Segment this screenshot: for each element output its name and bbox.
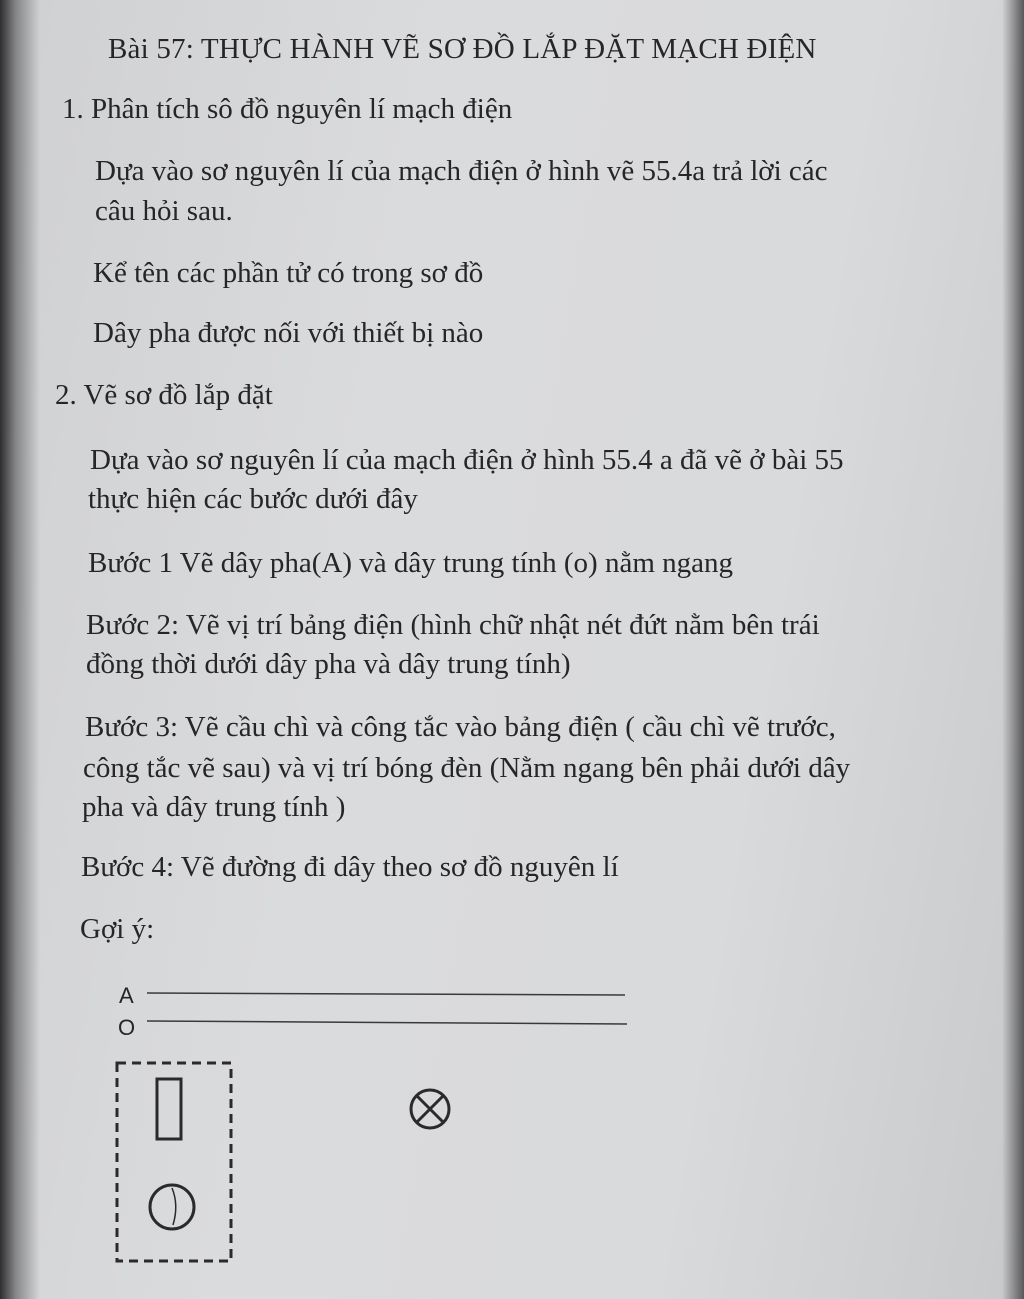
phase-label: A [119, 983, 134, 1008]
page-shadow-left [0, 0, 40, 1299]
question-1: Kể tên các phần tử có trong sơ đồ [93, 257, 484, 289]
hint-label: Gợi ý: [80, 913, 155, 945]
lamp-icon [411, 1090, 449, 1128]
step-4: Bước 4: Vẽ đường đi dây theo sơ đồ nguyên lí [81, 851, 619, 883]
section-2-paragraph-line-1: Dựa vào sơ nguyên lí của mạch điện ở hình 55.4 a đã vẽ ở bài 55 [90, 444, 844, 476]
section-1-heading: 1. Phân tích sô đồ nguyên lí mạch điện [62, 93, 513, 125]
page-title: Bài 57: THỰC HÀNH VẼ SƠ ĐỒ LẮP ĐẶT MẠCH ĐIỆN [108, 33, 817, 65]
step-3-line-3: pha và dây trung tính ) [82, 791, 346, 823]
step-2-line-1: Bước 2: Vẽ vị trí bảng điện (hình chữ nhật nét đứt nằm bên trái [86, 609, 820, 641]
step-3-line-2: công tắc vẽ sau) và vị trí bóng đèn (Nằm ngang bên phải dưới dây [83, 752, 851, 784]
step-1: Bước 1 Vẽ dây pha(A) và dây trung tính (o) nằm ngang [88, 547, 733, 579]
fuse-icon [157, 1079, 181, 1139]
section-2-heading: 2. Vẽ sơ đồ lắp đặt [55, 379, 273, 411]
step-3-line-1: Bước 3: Vẽ cầu chì và công tắc vào bảng điện ( cầu chì vẽ trước, [85, 711, 836, 743]
wiring-diagram [100, 975, 660, 1275]
section-1-paragraph-line-1: Dựa vào sơ nguyên lí của mạch điện ở hình vẽ 55.4a trả lời các [95, 155, 828, 187]
page-shadow-right [1002, 0, 1024, 1299]
section-2-paragraph-line-2: thực hiện các bước dưới đây [88, 483, 418, 515]
switch-lever [172, 1188, 176, 1225]
phase-wire [147, 993, 625, 995]
neutral-label: O [118, 1015, 136, 1040]
neutral-wire [147, 1021, 627, 1024]
step-2-line-2: đồng thời dưới dây pha và dây trung tính) [86, 648, 571, 680]
switch-icon [150, 1185, 194, 1229]
switchboard [117, 1063, 231, 1261]
section-1-paragraph-line-2: câu hỏi sau. [95, 195, 233, 227]
question-2: Dây pha được nối với thiết bị nào [93, 317, 484, 349]
